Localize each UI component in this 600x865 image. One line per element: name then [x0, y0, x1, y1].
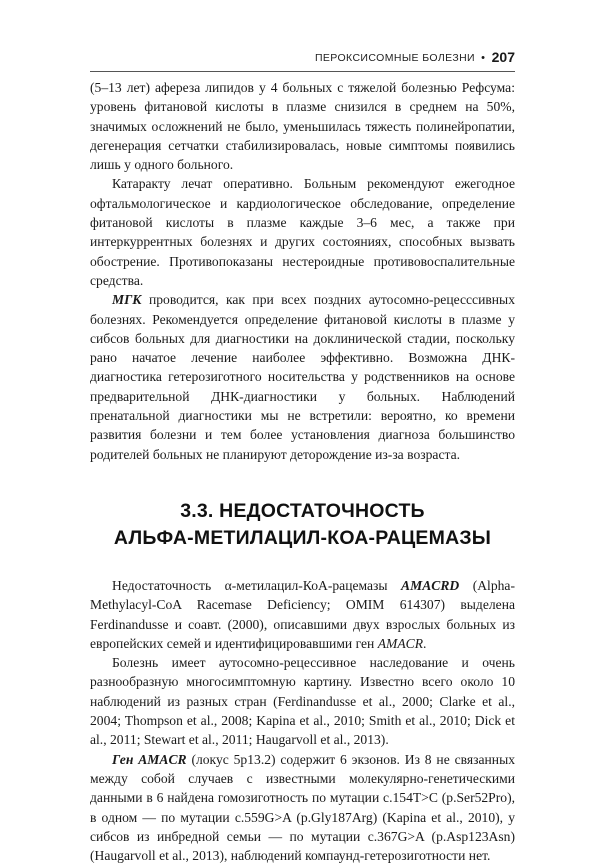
paragraph-inheritance: Болезнь имеет аутосомно-рецессивное наследование и очень разнообразную многосимптомную картину. Известно всего около 10 наблюдений из разных стран (Ferdinandusse et al., 2000; Clarke et al., 2004; Thompson et al., 2008; Kapina et al., 2010; Smith et al., 2010; Dick et al., 2011; Stewart et al., 2011; Haugarvoll et al., 2013). — [90, 655, 515, 748]
running-header — [90, 48, 515, 72]
section-heading-line2: АЛЬФА-МЕТИЛАЦИЛ-КОА-РАЦЕМАЗЫ — [113, 526, 492, 549]
page-number: 207 — [491, 49, 515, 65]
page-body — [90, 78, 515, 865]
term-mgk: МГК — [112, 292, 142, 308]
amacrd-text-b: (Alpha-Methylacyl-CoA Racemase Deficiency; OMIM 614307) выделена Ferdinandusse и соавт. (2000), описавшими двух взрослых больных из европейских семей и идентифицировавшими ген — [90, 577, 515, 651]
paragraph-treatment: Катаракту лечат оперативно. Больным рекомендуют ежегодное офтальмологическое и кардиологическое обследование, определение фитановой кислоты в плазме каждые 3–6 мес, а также при интеркуррентных болезнях и других состояниях, способных вызвать обострение. Противопоказаны нестероидные противовоспалительные средства. — [90, 176, 515, 288]
section-heading — [90, 498, 515, 552]
header-rule — [90, 71, 515, 72]
term-gene-amacr: Ген AMACR — [112, 751, 187, 767]
paragraph-amacrd-definition — [90, 576, 515, 653]
term-amacr: AMACR — [377, 635, 424, 651]
paragraph-genetic-counseling-text: проводится, как при всех поздних аутосомно-рецесcсивных болезнях. Рекомендуется определение фитановой кислоты в плазме у сибсов больных для диагностики на доклинической стадии, поскольку рано начатое лечение наиболее эффективно. Возможна ДНК-диагностика гетерозиготного носительства у родственников на основе предварительной ДНК-диагностики у больных. Наблюдений пренатальной диагностики мы не встретили: вероятно, ко времени развития болезни и тем более установления диагноза большинство родителей больных не планируют деторождение из-за возраста. — [90, 292, 515, 462]
section-heading-line1: 3.3. НЕДОСТАТОЧНОСТЬ — [180, 499, 425, 522]
paragraph-genetic-counseling — [90, 290, 515, 464]
term-amacrd: AMACRD — [401, 577, 460, 593]
amacrd-text-a: Недостаточность α-метилацил-КоА-рацемазы — [112, 577, 402, 593]
running-header-title: ПЕРОКСИСОМНЫЕ БОЛЕЗНИ — [314, 52, 475, 64]
paragraph-gene-amacr — [90, 750, 515, 865]
amacrd-text-c: . — [423, 635, 427, 651]
paragraph-gene-amacr-text: (локус 5p13.2) содержит 6 экзонов. Из 8 не связанных между собой случаев с известными молекулярно-генетическими данными в 6 найдена гомозиготность по мутации c.154T>C (p.Ser52Pro), в одном — по мутации c.559G>A (p.Gly187Arg) (Kapina et al., 2010), у сибсов из инбредной семьи — по мутации c.367G>A (p.Asp123Asn) (Haugarvoll et al., 2013), наблюдений компаунд-гетерозиготности нет. — [90, 751, 516, 864]
paragraph-refsum-continuation: (5–13 лет) афереза липидов у 4 больных с тяжелой болезнью Рефсума: уровень фитановой кислоты в плазме снизился в среднем на 50%, значимых осложнений не было, уменьшилась тяжесть полинейропатии, дегенерация сетчатки стабилизировалась, новые симптомы появились лишь у одного больного. — [90, 80, 515, 173]
header-bullet: • — [481, 52, 485, 64]
